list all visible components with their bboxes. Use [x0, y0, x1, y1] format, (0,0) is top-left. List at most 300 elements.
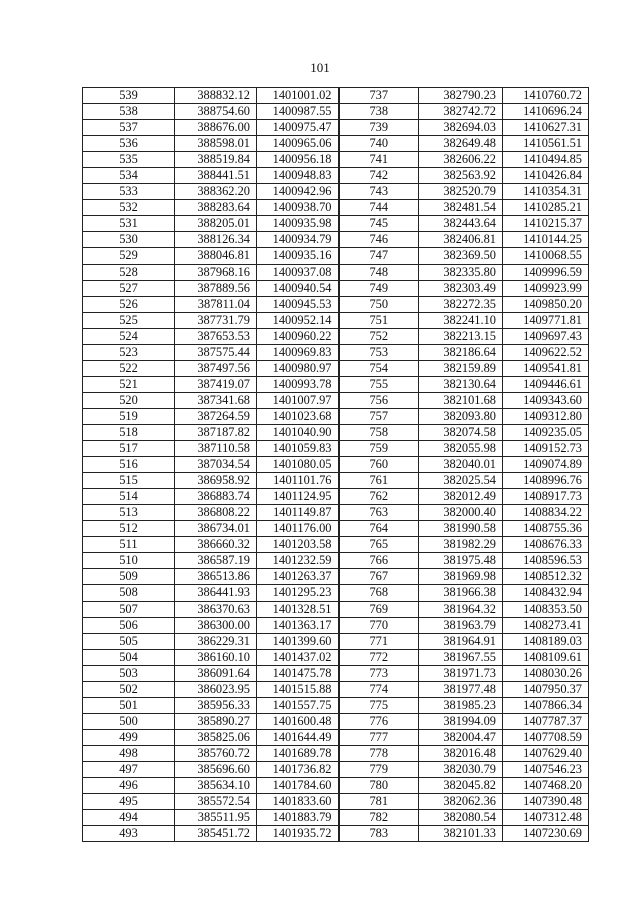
left-y-cell: 1401203.58: [257, 537, 339, 553]
right-x-cell: 382272.35: [419, 296, 503, 312]
right-point-id-cell: 777: [339, 729, 419, 745]
right-x-cell: 382055.98: [419, 441, 503, 457]
right-point-id-cell: 781: [339, 794, 419, 810]
table-row: [83, 810, 589, 826]
right-y-cell: 1409850.20: [503, 296, 589, 312]
right-y-cell: 1408273.41: [503, 617, 589, 633]
right-point-id-cell: 738: [339, 104, 419, 120]
right-point-id-cell: 775: [339, 697, 419, 713]
right-y-cell: 1410561.51: [503, 136, 589, 152]
left-y-cell: 1400948.83: [257, 168, 339, 184]
table-row: [83, 505, 589, 521]
left-point-id-cell: 526: [83, 296, 175, 312]
left-point-id-cell: 522: [83, 360, 175, 376]
right-x-cell: 381964.32: [419, 601, 503, 617]
right-x-cell: 381964.91: [419, 633, 503, 649]
left-y-cell: 1401124.95: [257, 489, 339, 505]
left-y-cell: 1400935.16: [257, 248, 339, 264]
right-y-cell: 1408512.32: [503, 569, 589, 585]
right-point-id-cell: 782: [339, 810, 419, 826]
left-point-id-cell: 510: [83, 553, 175, 569]
left-point-id-cell: 527: [83, 280, 175, 296]
table-row: [83, 601, 589, 617]
right-point-id-cell: 746: [339, 232, 419, 248]
left-x-cell: 388598.01: [175, 136, 257, 152]
right-point-id-cell: 772: [339, 649, 419, 665]
right-y-cell: 1407787.37: [503, 713, 589, 729]
left-x-cell: 387889.56: [175, 280, 257, 296]
left-point-id-cell: 528: [83, 264, 175, 280]
right-point-id-cell: 773: [339, 665, 419, 681]
right-y-cell: 1410426.84: [503, 168, 589, 184]
right-x-cell: 382186.64: [419, 344, 503, 360]
left-point-id-cell: 523: [83, 344, 175, 360]
right-x-cell: 382443.64: [419, 216, 503, 232]
table-row: [83, 761, 589, 777]
table-row: [83, 633, 589, 649]
right-point-id-cell: 767: [339, 569, 419, 585]
left-y-cell: 1401437.02: [257, 649, 339, 665]
table-row: [83, 392, 589, 408]
right-x-cell: 382016.48: [419, 745, 503, 761]
left-point-id-cell: 495: [83, 794, 175, 810]
table-row: [83, 248, 589, 264]
left-point-id-cell: 529: [83, 248, 175, 264]
right-point-id-cell: 768: [339, 585, 419, 601]
left-point-id-cell: 515: [83, 473, 175, 489]
left-point-id-cell: 539: [83, 88, 175, 104]
left-y-cell: 1401007.97: [257, 392, 339, 408]
right-x-cell: 382101.33: [419, 826, 503, 842]
left-y-cell: 1401644.49: [257, 729, 339, 745]
left-y-cell: 1401328.51: [257, 601, 339, 617]
left-y-cell: 1401363.17: [257, 617, 339, 633]
right-x-cell: 382742.72: [419, 104, 503, 120]
left-point-id-cell: 519: [83, 408, 175, 424]
left-x-cell: 385760.72: [175, 745, 257, 761]
right-y-cell: 1408030.26: [503, 665, 589, 681]
right-y-cell: 1409446.61: [503, 376, 589, 392]
right-x-cell: 382303.49: [419, 280, 503, 296]
right-x-cell: 382045.82: [419, 778, 503, 794]
right-point-id-cell: 753: [339, 344, 419, 360]
left-point-id-cell: 536: [83, 136, 175, 152]
left-point-id-cell: 516: [83, 457, 175, 473]
left-y-cell: 1401883.79: [257, 810, 339, 826]
left-point-id-cell: 521: [83, 376, 175, 392]
left-y-cell: 1401475.78: [257, 665, 339, 681]
left-point-id-cell: 517: [83, 441, 175, 457]
right-point-id-cell: 779: [339, 761, 419, 777]
left-x-cell: 387811.04: [175, 296, 257, 312]
left-point-id-cell: 497: [83, 761, 175, 777]
left-x-cell: 385956.33: [175, 697, 257, 713]
left-y-cell: 1401689.78: [257, 745, 339, 761]
left-x-cell: 388126.34: [175, 232, 257, 248]
left-y-cell: 1401023.68: [257, 408, 339, 424]
left-x-cell: 385696.60: [175, 761, 257, 777]
right-y-cell: 1410215.37: [503, 216, 589, 232]
left-point-id-cell: 534: [83, 168, 175, 184]
right-point-id-cell: 760: [339, 457, 419, 473]
left-point-id-cell: 531: [83, 216, 175, 232]
right-y-cell: 1410627.31: [503, 120, 589, 136]
left-x-cell: 388046.81: [175, 248, 257, 264]
left-x-cell: 386229.31: [175, 633, 257, 649]
right-x-cell: 382481.54: [419, 200, 503, 216]
left-x-cell: 387034.54: [175, 457, 257, 473]
right-point-id-cell: 755: [339, 376, 419, 392]
left-y-cell: 1401263.37: [257, 569, 339, 585]
left-point-id-cell: 513: [83, 505, 175, 521]
left-y-cell: 1400940.54: [257, 280, 339, 296]
right-x-cell: 381994.09: [419, 713, 503, 729]
left-point-id-cell: 524: [83, 328, 175, 344]
table-row: [83, 280, 589, 296]
left-y-cell: 1400934.79: [257, 232, 339, 248]
table-row: [83, 120, 589, 136]
left-point-id-cell: 535: [83, 152, 175, 168]
right-y-cell: 1409235.05: [503, 424, 589, 440]
right-x-cell: 382101.68: [419, 392, 503, 408]
right-x-cell: 381977.48: [419, 681, 503, 697]
table-row: [83, 168, 589, 184]
right-point-id-cell: 744: [339, 200, 419, 216]
right-y-cell: 1409697.43: [503, 328, 589, 344]
table-row: [83, 328, 589, 344]
left-y-cell: 1400987.55: [257, 104, 339, 120]
left-x-cell: 387187.82: [175, 424, 257, 440]
left-x-cell: 388832.12: [175, 88, 257, 104]
right-point-id-cell: 751: [339, 312, 419, 328]
right-y-cell: 1408676.33: [503, 537, 589, 553]
right-y-cell: 1407468.20: [503, 778, 589, 794]
right-y-cell: 1408353.50: [503, 601, 589, 617]
left-x-cell: 387110.58: [175, 441, 257, 457]
table-row: [83, 296, 589, 312]
left-point-id-cell: 503: [83, 665, 175, 681]
left-x-cell: 385451.72: [175, 826, 257, 842]
right-x-cell: 382649.48: [419, 136, 503, 152]
left-y-cell: 1400937.08: [257, 264, 339, 280]
left-x-cell: 387264.59: [175, 408, 257, 424]
left-x-cell: 387419.07: [175, 376, 257, 392]
right-point-id-cell: 776: [339, 713, 419, 729]
table-row: [83, 184, 589, 200]
table-row: [83, 457, 589, 473]
right-x-cell: 381990.58: [419, 521, 503, 537]
right-y-cell: 1410696.24: [503, 104, 589, 120]
left-x-cell: 386023.95: [175, 681, 257, 697]
right-x-cell: 382520.79: [419, 184, 503, 200]
left-x-cell: 386513.86: [175, 569, 257, 585]
left-y-cell: 1401232.59: [257, 553, 339, 569]
left-x-cell: 387341.68: [175, 392, 257, 408]
right-point-id-cell: 774: [339, 681, 419, 697]
left-point-id-cell: 509: [83, 569, 175, 585]
right-x-cell: 382000.40: [419, 505, 503, 521]
left-x-cell: 386660.32: [175, 537, 257, 553]
left-point-id-cell: 501: [83, 697, 175, 713]
left-point-id-cell: 498: [83, 745, 175, 761]
left-point-id-cell: 507: [83, 601, 175, 617]
right-x-cell: 382074.58: [419, 424, 503, 440]
right-point-id-cell: 739: [339, 120, 419, 136]
right-y-cell: 1408996.76: [503, 473, 589, 489]
table-row: [83, 665, 589, 681]
left-y-cell: 1400956.18: [257, 152, 339, 168]
left-x-cell: 387968.16: [175, 264, 257, 280]
left-point-id-cell: 508: [83, 585, 175, 601]
right-x-cell: 381975.48: [419, 553, 503, 569]
left-y-cell: 1400969.83: [257, 344, 339, 360]
right-y-cell: 1409996.59: [503, 264, 589, 280]
right-x-cell: 381985.23: [419, 697, 503, 713]
right-y-cell: 1409343.60: [503, 392, 589, 408]
table-row: [83, 104, 589, 120]
right-point-id-cell: 740: [339, 136, 419, 152]
left-y-cell: 1401935.72: [257, 826, 339, 842]
left-y-cell: 1401149.87: [257, 505, 339, 521]
left-x-cell: 388205.01: [175, 216, 257, 232]
left-y-cell: 1401833.60: [257, 794, 339, 810]
right-x-cell: 382790.23: [419, 88, 503, 104]
table-row: [83, 136, 589, 152]
left-x-cell: 388283.64: [175, 200, 257, 216]
left-x-cell: 386441.93: [175, 585, 257, 601]
table-row: [83, 569, 589, 585]
left-y-cell: 1401600.48: [257, 713, 339, 729]
left-y-cell: 1401784.60: [257, 778, 339, 794]
right-x-cell: 382241.10: [419, 312, 503, 328]
right-point-id-cell: 758: [339, 424, 419, 440]
right-point-id-cell: 783: [339, 826, 419, 842]
right-y-cell: 1410760.72: [503, 88, 589, 104]
left-x-cell: 386958.92: [175, 473, 257, 489]
left-x-cell: 388441.51: [175, 168, 257, 184]
table-row: [83, 489, 589, 505]
left-point-id-cell: 520: [83, 392, 175, 408]
right-y-cell: 1410494.85: [503, 152, 589, 168]
left-x-cell: 386300.00: [175, 617, 257, 633]
table-row: [83, 778, 589, 794]
right-y-cell: 1408917.73: [503, 489, 589, 505]
left-x-cell: 386160.10: [175, 649, 257, 665]
table-row: [83, 473, 589, 489]
left-point-id-cell: 533: [83, 184, 175, 200]
right-x-cell: 381969.98: [419, 569, 503, 585]
left-y-cell: 1401059.83: [257, 441, 339, 457]
left-point-id-cell: 505: [83, 633, 175, 649]
right-point-id-cell: 759: [339, 441, 419, 457]
table-row: [83, 216, 589, 232]
right-x-cell: 382080.54: [419, 810, 503, 826]
left-x-cell: 386091.64: [175, 665, 257, 681]
table-row: [83, 537, 589, 553]
right-x-cell: 382694.03: [419, 120, 503, 136]
right-x-cell: 381971.73: [419, 665, 503, 681]
left-point-id-cell: 537: [83, 120, 175, 136]
right-y-cell: 1409152.73: [503, 441, 589, 457]
left-y-cell: 1400952.14: [257, 312, 339, 328]
right-y-cell: 1407866.34: [503, 697, 589, 713]
right-y-cell: 1409771.81: [503, 312, 589, 328]
right-x-cell: 382406.81: [419, 232, 503, 248]
left-y-cell: 1401080.05: [257, 457, 339, 473]
right-x-cell: 382025.54: [419, 473, 503, 489]
right-y-cell: 1410144.25: [503, 232, 589, 248]
left-y-cell: 1400938.70: [257, 200, 339, 216]
left-x-cell: 388676.00: [175, 120, 257, 136]
left-point-id-cell: 512: [83, 521, 175, 537]
left-y-cell: 1401557.75: [257, 697, 339, 713]
left-x-cell: 386808.22: [175, 505, 257, 521]
left-point-id-cell: 499: [83, 729, 175, 745]
left-point-id-cell: 538: [83, 104, 175, 120]
right-x-cell: 382369.50: [419, 248, 503, 264]
left-y-cell: 1400935.98: [257, 216, 339, 232]
table-row: [83, 649, 589, 665]
table-body: [83, 88, 589, 842]
right-x-cell: 381966.38: [419, 585, 503, 601]
table-row: [83, 697, 589, 713]
left-y-cell: 1401001.02: [257, 88, 339, 104]
right-y-cell: 1410354.31: [503, 184, 589, 200]
right-y-cell: 1407629.40: [503, 745, 589, 761]
left-point-id-cell: 504: [83, 649, 175, 665]
left-y-cell: 1400960.22: [257, 328, 339, 344]
left-y-cell: 1401736.82: [257, 761, 339, 777]
table-row: [83, 312, 589, 328]
left-y-cell: 1400975.47: [257, 120, 339, 136]
right-point-id-cell: 748: [339, 264, 419, 280]
right-y-cell: 1408189.03: [503, 633, 589, 649]
left-x-cell: 385511.95: [175, 810, 257, 826]
right-x-cell: 382004.47: [419, 729, 503, 745]
right-y-cell: 1407230.69: [503, 826, 589, 842]
right-x-cell: 382335.80: [419, 264, 503, 280]
table-row: [83, 681, 589, 697]
left-x-cell: 387497.56: [175, 360, 257, 376]
right-point-id-cell: 764: [339, 521, 419, 537]
left-x-cell: 387731.79: [175, 312, 257, 328]
left-x-cell: 386734.01: [175, 521, 257, 537]
right-point-id-cell: 766: [339, 553, 419, 569]
table-row: [83, 264, 589, 280]
left-y-cell: 1401399.60: [257, 633, 339, 649]
right-y-cell: 1407950.37: [503, 681, 589, 697]
table-row: [83, 521, 589, 537]
right-x-cell: 382012.49: [419, 489, 503, 505]
right-point-id-cell: 770: [339, 617, 419, 633]
left-y-cell: 1401515.88: [257, 681, 339, 697]
right-point-id-cell: 778: [339, 745, 419, 761]
right-point-id-cell: 747: [339, 248, 419, 264]
right-point-id-cell: 754: [339, 360, 419, 376]
right-point-id-cell: 763: [339, 505, 419, 521]
right-y-cell: 1408755.36: [503, 521, 589, 537]
right-x-cell: 382030.79: [419, 761, 503, 777]
left-x-cell: 388362.20: [175, 184, 257, 200]
left-x-cell: 386883.74: [175, 489, 257, 505]
right-point-id-cell: 765: [339, 537, 419, 553]
right-y-cell: 1409074.89: [503, 457, 589, 473]
right-y-cell: 1409541.81: [503, 360, 589, 376]
right-point-id-cell: 761: [339, 473, 419, 489]
right-x-cell: 382563.92: [419, 168, 503, 184]
left-x-cell: 388519.84: [175, 152, 257, 168]
page-number: 101: [310, 60, 330, 75]
right-y-cell: 1408432.94: [503, 585, 589, 601]
left-x-cell: 387653.53: [175, 328, 257, 344]
right-y-cell: 1410285.21: [503, 200, 589, 216]
left-point-id-cell: 514: [83, 489, 175, 505]
right-y-cell: 1409622.52: [503, 344, 589, 360]
table-row: [83, 729, 589, 745]
right-y-cell: 1410068.55: [503, 248, 589, 264]
right-point-id-cell: 741: [339, 152, 419, 168]
right-point-id-cell: 750: [339, 296, 419, 312]
right-point-id-cell: 780: [339, 778, 419, 794]
right-point-id-cell: 737: [339, 88, 419, 104]
table-row: [83, 88, 589, 104]
right-x-cell: 382040.01: [419, 457, 503, 473]
table-row: [83, 424, 589, 440]
left-x-cell: 386370.63: [175, 601, 257, 617]
left-y-cell: 1401176.00: [257, 521, 339, 537]
left-point-id-cell: 518: [83, 424, 175, 440]
right-y-cell: 1409312.80: [503, 408, 589, 424]
table-row: [83, 826, 589, 842]
right-x-cell: 382606.22: [419, 152, 503, 168]
right-point-id-cell: 756: [339, 392, 419, 408]
right-point-id-cell: 745: [339, 216, 419, 232]
table-row: [83, 617, 589, 633]
table-row: [83, 713, 589, 729]
left-x-cell: 387575.44: [175, 344, 257, 360]
left-point-id-cell: 502: [83, 681, 175, 697]
left-x-cell: 385572.54: [175, 794, 257, 810]
table-row: [83, 376, 589, 392]
right-point-id-cell: 742: [339, 168, 419, 184]
right-point-id-cell: 743: [339, 184, 419, 200]
right-y-cell: 1407546.23: [503, 761, 589, 777]
left-y-cell: 1401101.76: [257, 473, 339, 489]
left-y-cell: 1401295.23: [257, 585, 339, 601]
right-y-cell: 1407312.48: [503, 810, 589, 826]
left-x-cell: 385634.10: [175, 778, 257, 794]
left-y-cell: 1400980.97: [257, 360, 339, 376]
right-x-cell: 382213.15: [419, 328, 503, 344]
right-point-id-cell: 757: [339, 408, 419, 424]
table-row: [83, 360, 589, 376]
right-y-cell: 1407390.48: [503, 794, 589, 810]
table-row: [83, 408, 589, 424]
right-y-cell: 1408834.22: [503, 505, 589, 521]
table-row: [83, 200, 589, 216]
right-x-cell: 381967.55: [419, 649, 503, 665]
left-x-cell: 386587.19: [175, 553, 257, 569]
left-point-id-cell: 530: [83, 232, 175, 248]
left-x-cell: 388754.60: [175, 104, 257, 120]
right-point-id-cell: 762: [339, 489, 419, 505]
table-row: [83, 553, 589, 569]
left-point-id-cell: 500: [83, 713, 175, 729]
right-x-cell: 382062.36: [419, 794, 503, 810]
left-point-id-cell: 532: [83, 200, 175, 216]
table-row: [83, 585, 589, 601]
left-y-cell: 1400945.53: [257, 296, 339, 312]
